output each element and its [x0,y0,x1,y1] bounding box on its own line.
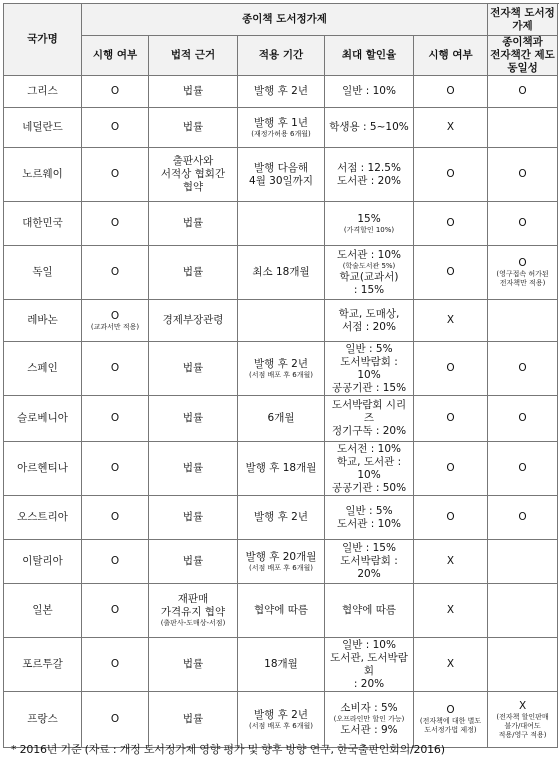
paper-legal-basis-cell: 재판매 가격유지 협약 (출판사-도매상-서점) [149,584,238,638]
footnote: * 2016년 기준 (자료 : 개정 도서정가제 영향 평가 및 향후 방향 연구, 한국출판인회의/2016) [11,743,445,756]
header-col-3: 적용 기간 [238,36,325,76]
paper-implemented-cell: O [82,584,149,638]
paper-implemented-cell: O [82,396,149,442]
paper-period-cell: 6개월 [238,396,325,442]
header-paper-group: 종이책 도서정가제 [82,4,488,36]
ebook-implemented-cell: X [414,638,488,692]
table-row [4,396,558,442]
paper-period-cell: 발행 후 20개월 (서점 배포 후 6개월) [238,540,325,584]
paper-legal-basis-cell: 경제부장관령 [149,300,238,342]
ebook-implemented-cell: X [414,300,488,342]
header-col-5: 시행 여부 [414,36,488,76]
paper-legal-basis-cell: 법률 [149,442,238,496]
country-cell: 네덜란드 [4,108,82,148]
paper-discount-cell: 학교, 도매상, 서점 : 20% [325,300,414,342]
paper-implemented-cell: O (교과서만 적용) [82,300,149,342]
header-col-2: 법적 근거 [149,36,238,76]
ebook-implemented-cell: O [414,148,488,202]
paper-implemented-cell: O [82,496,149,540]
ebook-implemented-cell: O [414,342,488,396]
paper-discount-cell: 일반 : 5% 도서관 : 10% [325,496,414,540]
country-cell: 스페인 [4,342,82,396]
ebook-same-system-cell: O [488,342,558,396]
ebook-same-system-cell [488,584,558,638]
country-cell: 레바논 [4,300,82,342]
ebook-same-system-cell: O [488,442,558,496]
header-ebook-group: 전자책 도서정가제 [488,4,558,36]
ebook-implemented-cell: X [414,584,488,638]
paper-period-cell: 발행 다음해 4월 30일까지 [238,148,325,202]
table-row [4,342,558,396]
paper-discount-cell: 15% (가격할인 10%) [325,202,414,246]
paper-discount-cell: 학생용 : 5~10% [325,108,414,148]
ebook-same-system-cell: O [488,148,558,202]
paper-implemented-cell: O [82,442,149,496]
paper-legal-basis-cell: 법률 [149,396,238,442]
paper-legal-basis-cell: 법률 [149,496,238,540]
paper-legal-basis-cell: 법률 [149,76,238,108]
table-row [4,692,558,748]
country-cell: 오스트리아 [4,496,82,540]
ebook-same-system-cell: O [488,76,558,108]
paper-implemented-cell: O [82,540,149,584]
paper-legal-basis-cell: 법률 [149,540,238,584]
ebook-implemented-cell: O [414,202,488,246]
header-col-1: 시행 여부 [82,36,149,76]
paper-legal-basis-cell: 법률 [149,342,238,396]
table-row [4,584,558,638]
header-col-4: 최대 할인율 [325,36,414,76]
ebook-same-system-cell [488,638,558,692]
paper-legal-basis-cell: 법률 [149,638,238,692]
paper-discount-cell: 도서전 : 10% 학교, 도서관 : 10% 공공기관 : 50% [325,442,414,496]
ebook-same-system-cell: X (전자책 할인판매 불가/대여도 적용/영구 적용) [488,692,558,748]
ebook-implemented-cell: O [414,246,488,300]
table-row [4,76,558,108]
paper-period-cell: 발행 후 2년 [238,76,325,108]
paper-discount-cell: 도서관 : 10% (학술도서관 5%) 학교(교과서) : 15% [325,246,414,300]
header-subcolumns [4,36,558,76]
ebook-implemented-cell: O [414,76,488,108]
ebook-implemented-cell: O (전자책에 대한 별도 도서정가법 제정) [414,692,488,748]
header-country: 국가명 [4,4,82,76]
table-row [4,246,558,300]
table-row [4,148,558,202]
paper-period-cell: 18개월 [238,638,325,692]
paper-implemented-cell: O [82,76,149,108]
paper-period-cell: 협약에 따름 [238,584,325,638]
paper-period-cell: 발행 후 2년 [238,496,325,540]
ebook-implemented-cell: O [414,496,488,540]
paper-period-cell [238,300,325,342]
price-table-container [3,3,557,756]
paper-discount-cell: 일반 : 5% 도서박람회 : 10% 공공기관 : 15% [325,342,414,396]
ebook-same-system-cell [488,300,558,342]
ebook-implemented-cell: X [414,108,488,148]
country-cell: 그리스 [4,76,82,108]
table-row [4,202,558,246]
paper-legal-basis-cell: 법률 [149,692,238,748]
ebook-implemented-cell: O [414,396,488,442]
country-cell: 아르헨티나 [4,442,82,496]
country-cell: 독일 [4,246,82,300]
paper-period-cell: 발행 후 2년 (서점 배포 후 6개월) [238,692,325,748]
table-row [4,540,558,584]
ebook-implemented-cell: O [414,442,488,496]
ebook-same-system-cell: O [488,202,558,246]
ebook-same-system-cell: O [488,496,558,540]
country-cell: 슬로베니아 [4,396,82,442]
ebook-same-system-cell: O [488,396,558,442]
table-body [4,76,558,748]
paper-discount-cell: 서점 : 12.5% 도서관 : 20% [325,148,414,202]
table-row [4,638,558,692]
paper-period-cell: 최소 18개월 [238,246,325,300]
country-cell: 이탈리아 [4,540,82,584]
ebook-implemented-cell: X [414,540,488,584]
paper-implemented-cell: O [82,638,149,692]
paper-implemented-cell: O [82,342,149,396]
ebook-same-system-cell [488,540,558,584]
paper-period-cell: 발행 후 2년 (서점 배포 후 6개월) [238,342,325,396]
book-price-table [3,3,558,748]
paper-implemented-cell: O [82,202,149,246]
paper-period-cell: 발행 후 1년 (재정가허용 6개월) [238,108,325,148]
paper-discount-cell: 일반 : 15% 도서박람회 : 20% [325,540,414,584]
table-row [4,496,558,540]
paper-discount-cell: 일반 : 10% 도서관, 도서박람회 : 20% [325,638,414,692]
paper-legal-basis-cell: 법률 [149,202,238,246]
paper-discount-cell: 일반 : 10% [325,76,414,108]
country-cell: 프랑스 [4,692,82,748]
header-col-6: 종이책과 전자책간 제도 동일성 [488,36,558,76]
paper-discount-cell: 소비자 : 5% (오프라인만 할인 가능) 도서관 : 9% [325,692,414,748]
paper-implemented-cell: O [82,692,149,748]
table-row [4,300,558,342]
paper-period-cell [238,202,325,246]
country-cell: 대한민국 [4,202,82,246]
paper-period-cell: 발행 후 18개월 [238,442,325,496]
country-cell: 일본 [4,584,82,638]
paper-legal-basis-cell: 법률 [149,246,238,300]
paper-implemented-cell: O [82,148,149,202]
country-cell: 노르웨이 [4,148,82,202]
paper-discount-cell: 도서박람회 시리즈 정기구독 : 20% [325,396,414,442]
paper-legal-basis-cell: 법률 [149,108,238,148]
ebook-same-system-cell [488,108,558,148]
paper-legal-basis-cell: 출판사와 서적상 협회간 협약 [149,148,238,202]
paper-discount-cell: 협약에 따름 [325,584,414,638]
table-row [4,108,558,148]
paper-implemented-cell: O [82,108,149,148]
table-row [4,442,558,496]
country-cell: 포르투갈 [4,638,82,692]
ebook-same-system-cell: O (영구접속 허가된 전자책만 적용) [488,246,558,300]
paper-implemented-cell: O [82,246,149,300]
